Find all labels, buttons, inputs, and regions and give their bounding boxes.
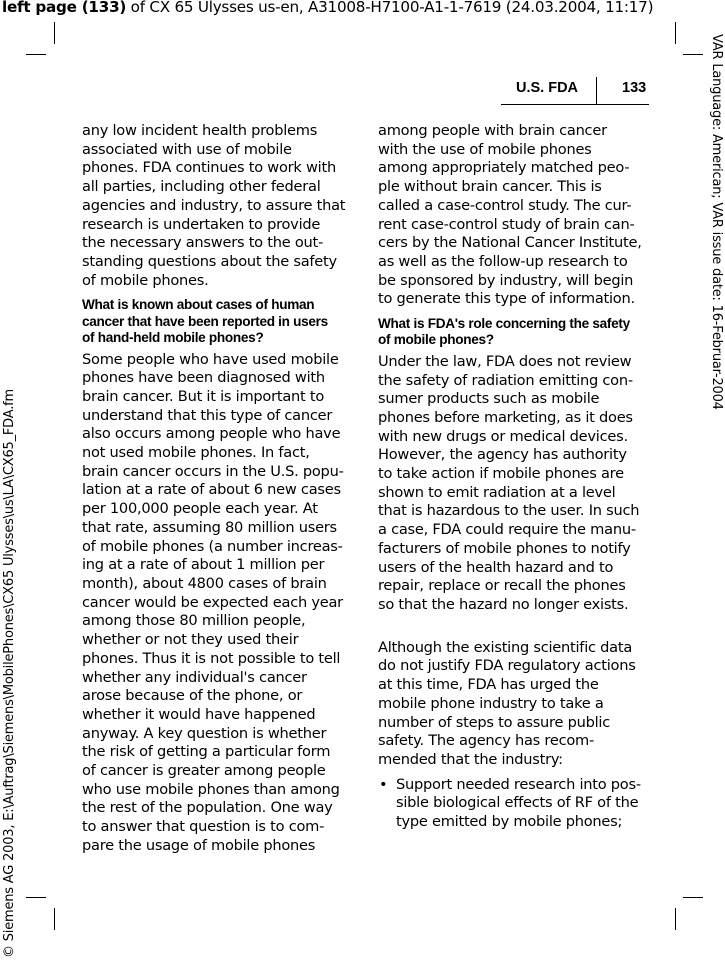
paragraph (378, 122, 648, 309)
paragraph (378, 353, 648, 615)
text-line: research is undertaken to provide (82, 215, 321, 233)
crop-mark (26, 54, 46, 55)
text-line: phones before marketing, as it does (378, 408, 633, 426)
document-info-line (2, 0, 653, 16)
crop-mark (675, 908, 676, 930)
text-line: shown to emit radiation at a level (378, 483, 616, 501)
bullet-item (378, 776, 648, 832)
text-line: of cancer is greater among people (82, 762, 326, 780)
text-line: understand that this type of cancer (82, 406, 333, 424)
text-line: However, the agency has authority (378, 446, 627, 464)
text-line: type emitted by mobile phones; (396, 813, 623, 831)
left-column (82, 122, 354, 856)
text-line: rent case-control study of brain can- (378, 215, 635, 233)
text-line: a case, FDA could require the manu- (378, 521, 636, 539)
crop-mark (26, 897, 46, 898)
text-line: to answer that question is to com- (82, 818, 325, 836)
text-line: so that the hazard no longer exists. (378, 595, 629, 613)
text-line: any low incident health problems (82, 122, 318, 139)
text-line: to generate this type of information. (378, 290, 635, 308)
paragraph-gap (378, 615, 648, 639)
text-line: phones. FDA continues to work with (82, 159, 336, 177)
heading-line: cancer that have been reported in users (82, 313, 328, 329)
crop-mark (683, 54, 703, 55)
copyright-path-note: © Siemens AG 2003, E:\Auftrag\Siemens\MobilePhones\CX65 Ulysses\us\LA\CX65_FDA.fm (2, 389, 17, 958)
paragraph (82, 122, 354, 290)
crop-mark (683, 897, 703, 898)
bullet-symbol: • (379, 775, 388, 793)
text-line: Support needed research into pos- (396, 775, 641, 793)
text-line: agencies and industry, to assure that (82, 196, 346, 214)
text-line: mended that the industry: (378, 750, 563, 768)
text-line: phones have been diagnosed with (82, 369, 325, 387)
page-label: left page (133) (2, 0, 127, 16)
text-line: phones. Thus it is not possible to tell (82, 649, 341, 667)
heading-line: What is FDA's role concerning the safety (378, 316, 630, 332)
text-line: lation at a rate of about 6 new cases (82, 481, 341, 499)
text-line: sumer products such as mobile (378, 390, 600, 408)
section-heading (82, 297, 354, 346)
text-line: that is hazardous to the user. In such (378, 502, 640, 520)
text-line: do not justify FDA regulatory actions (378, 657, 636, 675)
document-info: of CX 65 Ulysses us-en, A31008-H7100-A1-1-7619 (24.03.2004, 11:17) (126, 0, 654, 16)
running-header-title: U.S. FDA (516, 80, 579, 96)
text-line: of mobile phones. (82, 271, 209, 289)
text-line: of mobile phones (a number increas- (82, 537, 343, 555)
text-line: the necessary answers to the out- (82, 234, 323, 252)
text-line: among people with brain cancer (378, 122, 607, 139)
right-column (378, 122, 648, 832)
text-line: that rate, assuming 80 million users (82, 518, 337, 536)
section-heading (378, 316, 648, 349)
text-line: be sponsored by industry, will begin (378, 271, 634, 289)
text-line: the risk of getting a particular form (82, 743, 331, 761)
text-line: whether it would have happened (82, 705, 316, 723)
heading-line: of mobile phones? (378, 332, 494, 348)
text-line: who use mobile phones than among (82, 780, 340, 798)
page-number: 133 (622, 80, 647, 96)
text-line: Some people who have used mobile (82, 350, 339, 368)
text-line: per 100,000 people each year. At (82, 500, 318, 518)
text-line: mobile phone industry to take a (378, 694, 604, 712)
text-line: whether any individual's cancer (82, 668, 307, 686)
text-line: associated with use of mobile (82, 140, 292, 158)
text-line: as well as the follow-up research to (378, 252, 628, 270)
text-line: sible biological effects of RF of the (396, 794, 639, 812)
text-line: among appropriately matched peo- (378, 159, 630, 177)
header-rule (501, 104, 649, 105)
text-line: users of the health hazard and to (378, 558, 614, 576)
text-line: standing questions about the safety (82, 252, 337, 270)
text-line: the safety of radiation emitting con- (378, 371, 633, 389)
text-line: ing at a rate of about 1 million per (82, 556, 325, 574)
text-line: arose because of the phone, or (82, 687, 303, 705)
crop-mark (54, 908, 55, 930)
text-line: brain cancer. But it is important to (82, 387, 325, 405)
heading-line: of hand-held mobile phones? (82, 330, 264, 346)
text-line: anyway. A key question is whether (82, 724, 327, 742)
header-divider (596, 77, 597, 104)
text-line: safety. The agency has recom- (378, 732, 595, 750)
text-line: all parties, including other federal (82, 178, 321, 196)
paragraph (378, 639, 648, 770)
text-line: ple without brain cancer. This is (378, 178, 602, 196)
crop-mark (675, 22, 676, 44)
text-line: to take action if mobile phones are (378, 465, 624, 483)
text-line: pare the usage of mobile phones (82, 836, 316, 854)
text-line: facturers of mobile phones to notify (378, 539, 631, 557)
text-line: cers by the National Cancer Institute, (378, 234, 642, 252)
text-line: called a case-control study. The cur- (378, 196, 632, 214)
text-line: Under the law, FDA does not review (378, 352, 632, 370)
text-line: not used mobile phones. In fact, (82, 444, 310, 462)
text-line: at this time, FDA has urged the (378, 676, 599, 694)
text-line: brain cancer occurs in the U.S. popu- (82, 462, 344, 480)
text-line: Although the existing scientific data (378, 638, 633, 656)
text-line: cancer would be expected each year (82, 593, 343, 611)
text-line: number of steps to assure public (378, 713, 611, 731)
text-line: the rest of the population. One way (82, 799, 333, 817)
crop-mark (54, 22, 55, 44)
paragraph (82, 351, 354, 856)
var-language-note: VAR Language: American; VAR issue date: 16-Februar-2004 (709, 34, 724, 410)
text-line: also occurs among people who have (82, 425, 341, 443)
heading-line: What is known about cases of human (82, 297, 315, 313)
text-line: among those 80 million people, (82, 612, 306, 630)
text-line: whether or not they used their (82, 631, 299, 649)
text-line: repair, replace or recall the phones (378, 577, 626, 595)
text-line: with the use of mobile phones (378, 140, 592, 158)
text-line: month), about 4800 cases of brain (82, 574, 327, 592)
text-line: with new drugs or medical devices. (378, 427, 628, 445)
